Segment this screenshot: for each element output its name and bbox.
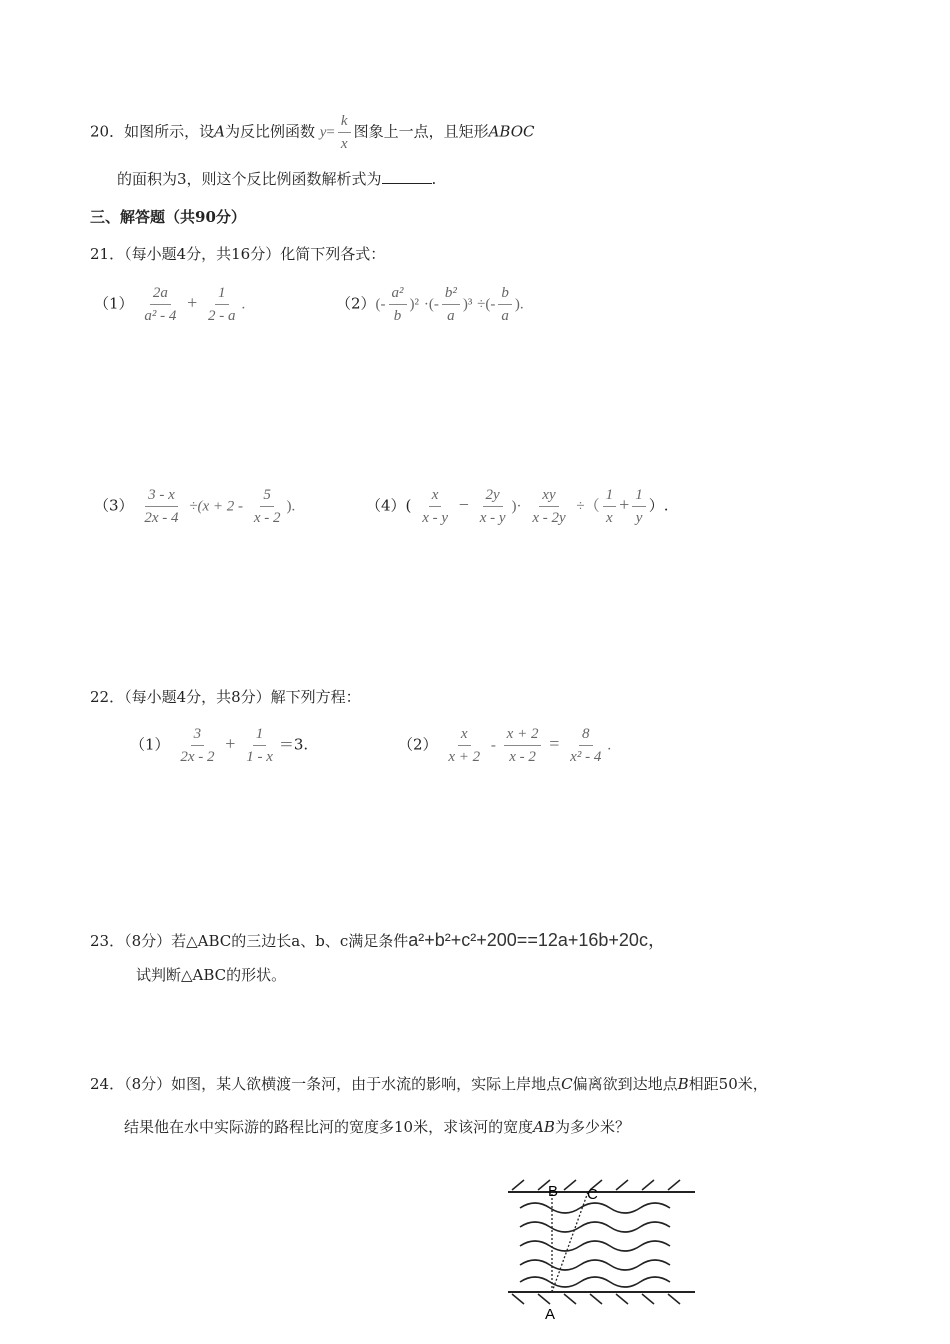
q21-part2: （2）(- $\frac{\text{a²}}{b}$ )² ·(- $\frac{\text{b²}}{a}$ )³ ÷(- $\frac{b}{a}$ ). — [336, 285, 524, 324]
q20-abox: ABOC — [488, 122, 535, 141]
river-figure — [500, 1172, 700, 1342]
fraction: $\frac{x}{x + 2}$ — [448, 726, 481, 765]
answer-blank[interactable] — [382, 169, 432, 184]
q20-var-y: y — [319, 124, 327, 141]
fraction: $\frac{\text{b²}}{a}$ — [442, 284, 460, 325]
q20-fraction: $\frac{k}{x}$ — [338, 112, 351, 153]
q21-part1: （1） $\frac{2a}{\text{a² - 4}}$ + $\frac{1}{2 - a}$ . — [94, 285, 246, 324]
fraction: $\frac{1}{2 - a}$ — [208, 285, 236, 324]
q20-number: 20． — [90, 122, 125, 141]
label-c: C — [587, 1186, 598, 1203]
q20-line1 — [90, 112, 535, 153]
q21-heading: 21．（每小题4分，共16分）化简下列各式： — [90, 245, 386, 263]
fraction: $\frac{1}{y}$ — [632, 486, 646, 527]
q23-formula: a²+b²+c²+200==12a+16b+20c， — [408, 930, 666, 950]
fraction: $\frac{1}{1 - x}$ — [246, 726, 273, 765]
fraction: $\frac{2a}{\text{a² - 4}}$ — [144, 285, 177, 324]
label-a: A — [545, 1306, 556, 1323]
water-waves — [520, 1203, 670, 1287]
q21-part3: （3） $\frac{3 - x}{2x - 4}$ ÷(x + 2 - $\frac{5}{x - 2}$ ). — [94, 487, 296, 526]
q20-eq: = — [326, 124, 335, 141]
q20-point-a: A — [214, 122, 225, 141]
fraction: $\frac{x}{x - y}$ — [422, 487, 448, 526]
fraction: $\frac{x + 2}{x - 2}$ — [504, 725, 542, 766]
q22-part2: （2） $\frac{x}{x + 2}$ - $\frac{x + 2}{x - 2}$ = $\frac{8}{\text{x² - 4}}$ . — [398, 726, 612, 765]
q24-line1: 24．（8分）如图，某人欲横渡一条河，由于水流的影响，实际上岸地点C偏离欲到达地点B相距50米， — [90, 1075, 768, 1093]
fraction: $\frac{5}{x - 2}$ — [253, 487, 281, 526]
label-b: B — [548, 1183, 559, 1200]
q23-line1: 23．（8分）若△ABC的三边长a、b、c满足条件a²+b²+c²+200==12a+16b+20c， — [90, 930, 666, 950]
q22-part1: （1） $\frac{3}{2x - 2}$ + $\frac{1}{1 - x}$ ＝3. — [130, 726, 309, 765]
q24-line2: 结果他在水中实际游的路程比河的宽度多10米，求该河的宽度AB为多少米？ — [124, 1118, 630, 1136]
fraction: $\frac{2y}{x - y}$ — [479, 487, 506, 526]
fraction: $\frac{b}{a}$ — [498, 284, 512, 325]
q20-text: 如图所示，设 — [124, 122, 215, 141]
q22-heading: 22．（每小题4分，共8分）解下列方程： — [90, 688, 361, 706]
fraction: $\frac{3}{2x - 2}$ — [180, 726, 215, 765]
q21-part4: （4）( $\frac{x}{x - y}$ − $\frac{2y}{x - y}$ )· $\frac{xy}{x - 2y}$ ÷（ $\frac{1}{x}$ + $\frac{1}{y}$ ）. — [366, 487, 669, 526]
q20-text3: 图象上一点，且矩形 — [353, 122, 489, 141]
fraction: $\frac{8}{\text{x² - 4}}$ — [570, 726, 602, 765]
bottom-bank-hatches — [512, 1294, 680, 1304]
section-title: 三、解答题（共90分） — [90, 208, 246, 226]
q20-line2: 的面积为3，则这个反比例函数解析式为 . — [117, 170, 437, 188]
fraction: $\frac{\text{a²}}{b}$ — [389, 284, 407, 325]
fraction: $\frac{1}{x}$ — [603, 486, 617, 527]
fraction: $\frac{xy}{x - 2y}$ — [532, 487, 566, 526]
fraction: $\frac{3 - x}{2x - 4}$ — [144, 487, 179, 526]
q20-text2: 为反比例函数 — [224, 122, 315, 141]
q23-line2: 试判断△ABC的形状。 — [136, 966, 287, 984]
